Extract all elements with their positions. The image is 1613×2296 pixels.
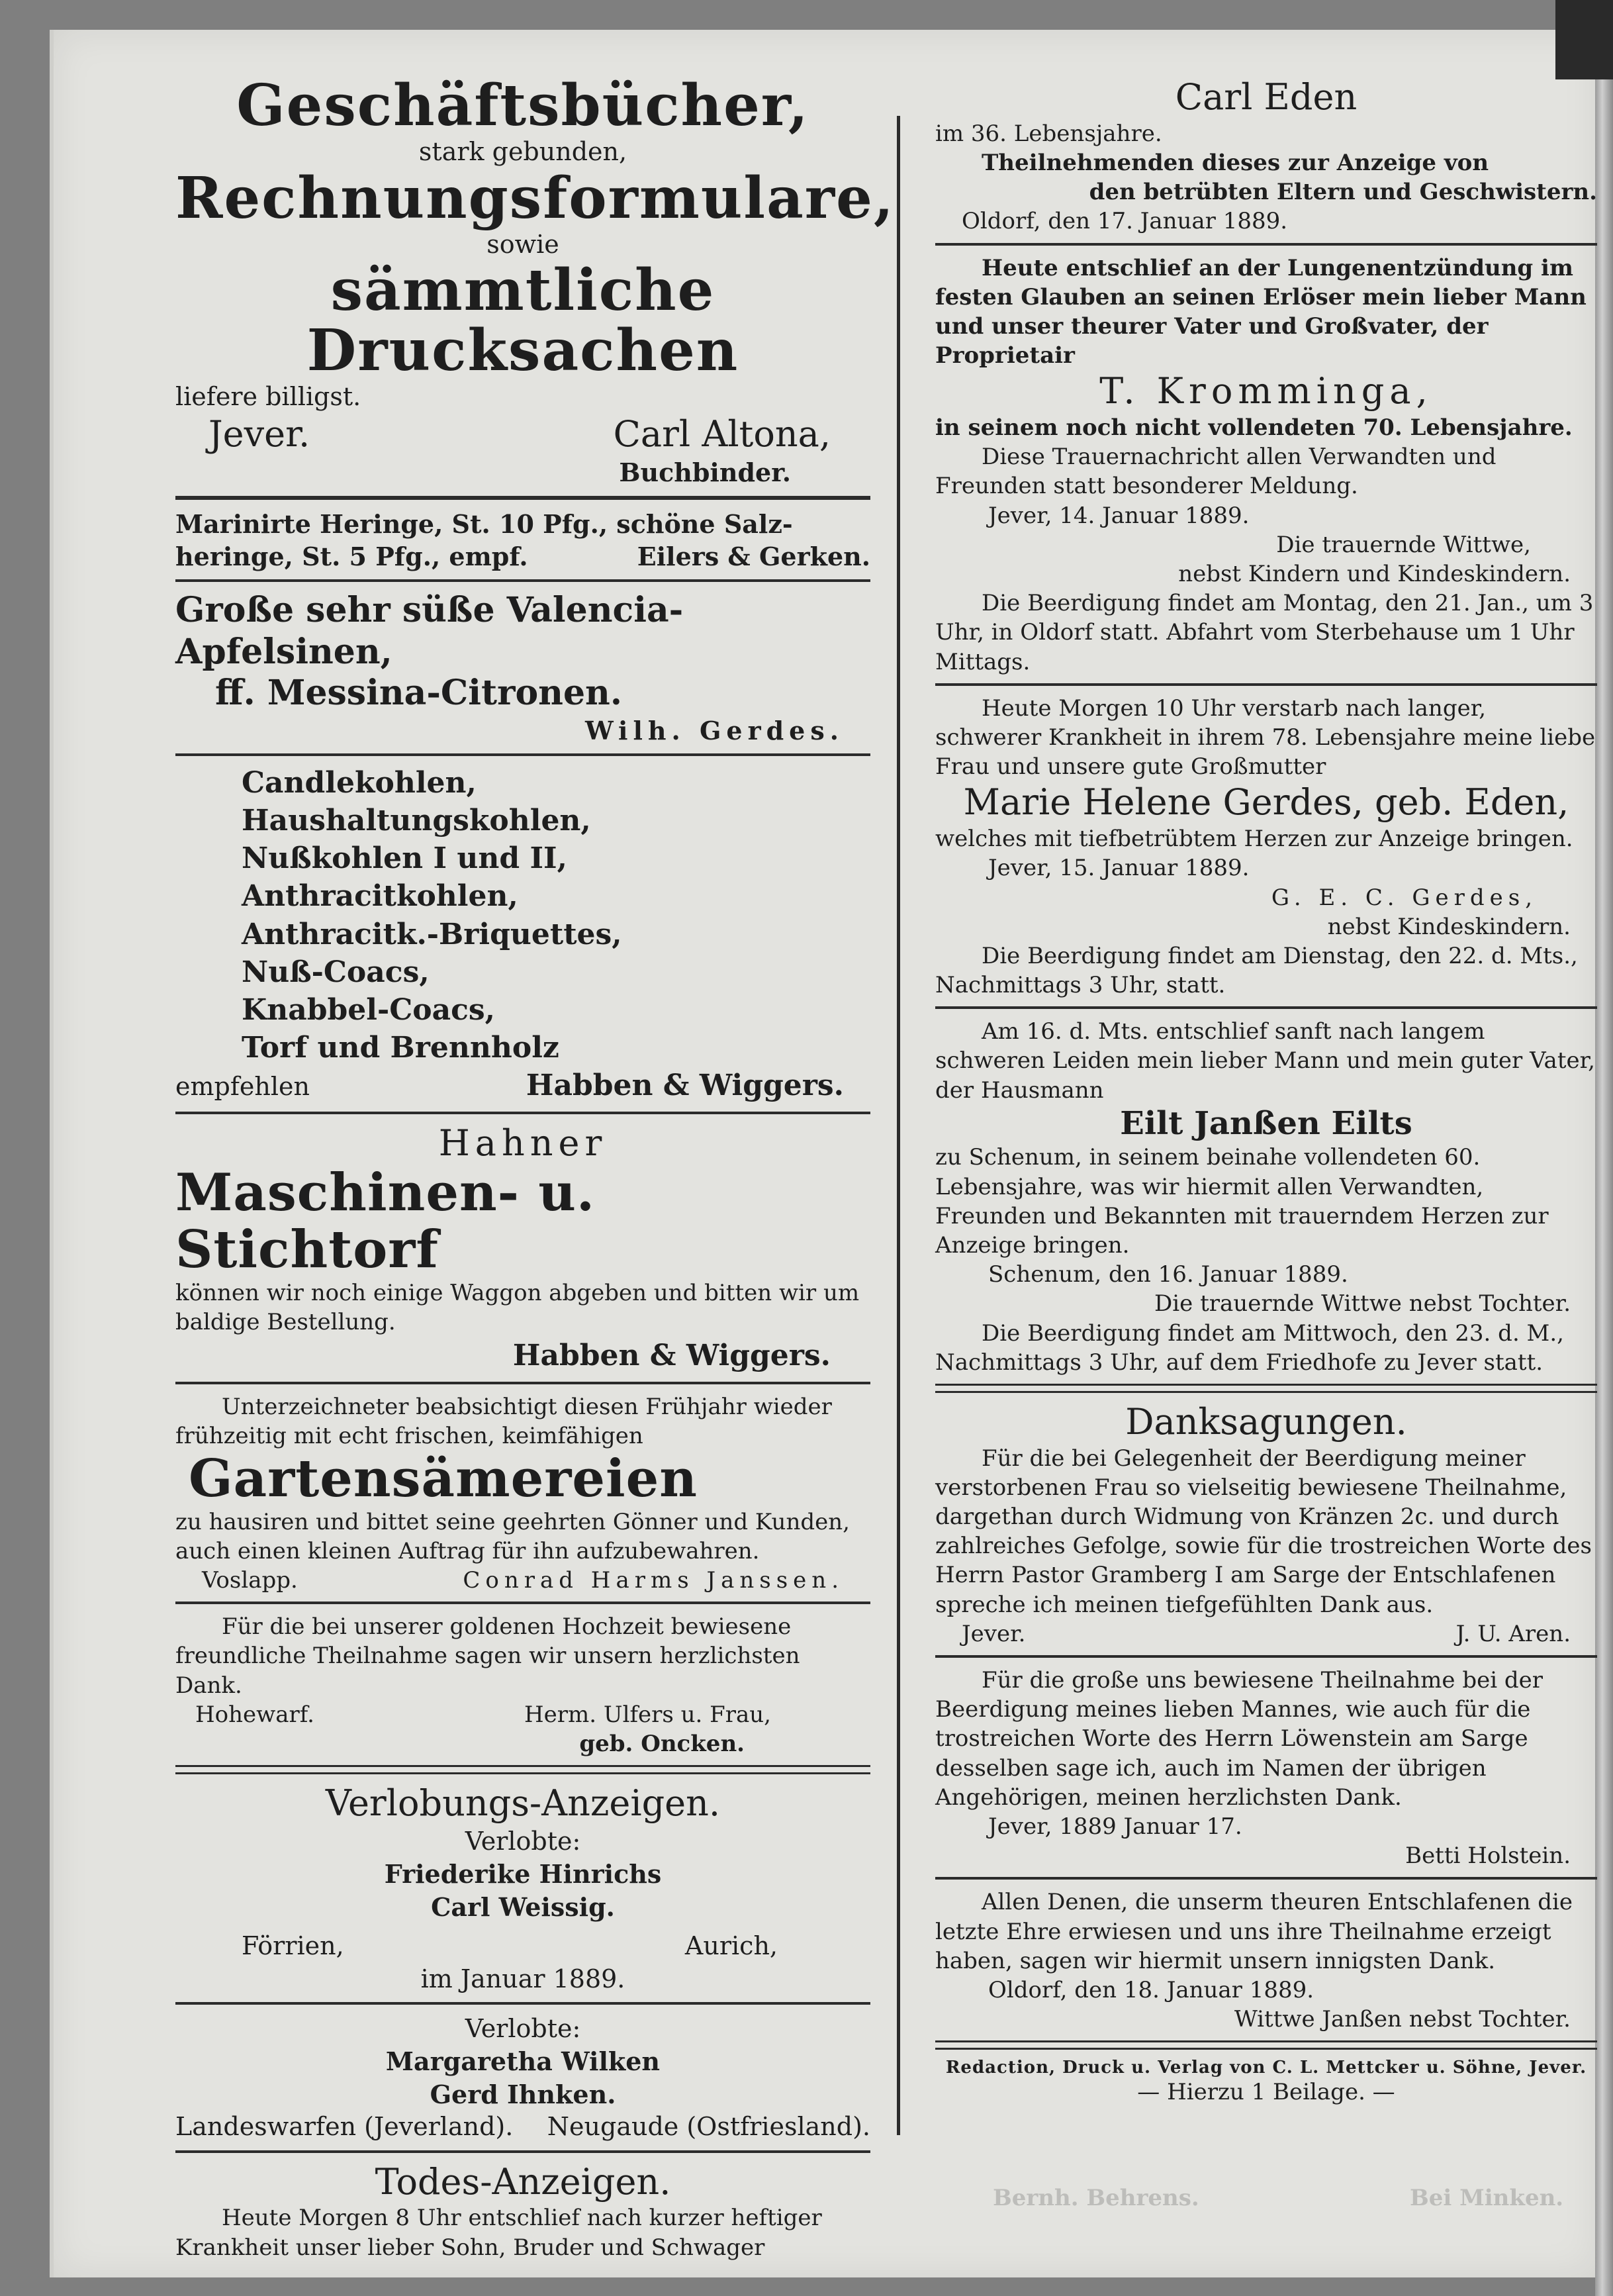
- ad-text: empfehlen: [175, 1072, 310, 1102]
- death-signer: nebst Kindeskindern.: [1327, 913, 1571, 940]
- ad-title: Hahner: [438, 1122, 608, 1164]
- engagement-name: Gerd Ihnken.: [430, 2079, 616, 2109]
- page-edge: [1595, 0, 1613, 2296]
- ad-signer: Eilers & Gerken.: [637, 541, 870, 571]
- death-notice-gerdes: [935, 694, 1597, 1000]
- thanks-signer: Wittwe Janßen nebst Tochter.: [1234, 2006, 1571, 2033]
- ad-text: zu hausiren und bittet seine geehrten Gönner und Kunden, auch einen kleinen Auftrag für ihn aufzubewahren.: [175, 1508, 850, 1564]
- engagement-name: Margaretha Wilken: [385, 2046, 661, 2077]
- separator-rule: [935, 1384, 1597, 1393]
- engagement-place: Neugaude (Ostfriesland).: [547, 2112, 870, 2142]
- ad-signer: Herm. Ulfers u. Frau,: [524, 1701, 771, 1728]
- death-dateline: Jever, 15. Januar 1889.: [988, 855, 1250, 882]
- ad-signer: Habben & Wiggers.: [526, 1069, 844, 1103]
- death-text: Heute entschlief an der Lungenentzündung im festen Glauben an seinen Erlöser mein lieber Mann und unser theurer Vater und Großvater, der Proprietair: [935, 254, 1587, 369]
- ad-text: liefere billigst.: [175, 381, 361, 411]
- death-text: Theilnehmenden dieses zur Anzeige von: [982, 149, 1489, 176]
- ad-text: Für die bei unserer goldenen Hochzeit bewiesene freundliche Theilnahme sagen wir unsern herzlichsten Dank.: [175, 1613, 800, 1699]
- ad-place: Hohewarf.: [195, 1701, 314, 1728]
- death-notice: [175, 2161, 870, 2262]
- death-signer: Die trauernde Wittwe nebst Tochter.: [1154, 1290, 1571, 1317]
- coal-item: Candlekohlen,: [242, 765, 477, 800]
- separator-rule: [175, 1765, 870, 1774]
- ad-text: können wir noch einige Waggon abgeben und bitten wir um baldige Bestellung.: [175, 1279, 860, 1336]
- ad-coal: [175, 764, 870, 1105]
- death-notice-eden: [935, 76, 1597, 236]
- coal-item: Torf und Brennholz: [242, 1031, 559, 1065]
- engagement-section: [175, 1782, 870, 2143]
- engagement-name: Carl Weissig.: [431, 1891, 615, 1922]
- separator-rule: [175, 2002, 870, 2005]
- coal-item: Knabbel-Coacs,: [242, 993, 496, 1028]
- funeral-text: Die Beerdigung findet am Dienstag, den 22. d. Mts., Nachmittags 3 Uhr, statt.: [935, 942, 1578, 999]
- thanks-signer: Betti Holstein.: [1405, 1842, 1571, 1870]
- thanks-text: Für die bei Gelegenheit der Beerdigung meiner verstorbenen Frau so vielseitig bewiesene Theilnahme, dargethan durch Widmung von Kränzen 2c. und durch zahlreiches Gefolge, sowie für die trostreichen Worte des Herrn Pastor Gramberg I am Sarge der Entschlafenen spreche ich meinen tiefgefühlten Dank aus.: [935, 1445, 1592, 1618]
- ad-text: Marinirte Heringe, St. 10 Pfg., schöne Salz-: [175, 508, 793, 539]
- engagement-label: Verlobte:: [465, 2013, 581, 2043]
- right-column: [935, 76, 1597, 2107]
- ad-signer-trade: Buchbinder.: [619, 457, 791, 488]
- death-signer: G. E. C. Gerdes,: [1271, 884, 1538, 911]
- death-dateline: Schenum, den 16. Januar 1889.: [988, 1261, 1348, 1288]
- separator-rule: [175, 579, 870, 582]
- separator-rule: [935, 1006, 1597, 1009]
- ad-headline: sämmtliche Drucksachen: [306, 257, 739, 384]
- funeral-text: Die Beerdigung findet am Montag, den 21. Jan., um 3 Uhr, in Oldorf statt. Abfahrt vom Sterbehause um 1 Uhr Mittags.: [935, 590, 1594, 675]
- death-dateline: Oldorf, den 17. Januar 1889.: [962, 208, 1288, 235]
- death-text: Heute Morgen 10 Uhr verstarb nach langer, schwerer Krankheit in ihrem 78. Lebensjahre meine liebe Frau und unsere gute Großmutter: [935, 694, 1596, 781]
- ad-text: Unterzeichneter beabsichtigt diesen Frühjahr wieder frühzeitig mit echt frischen, keimfähigen: [175, 1393, 832, 1449]
- ad-altona: [175, 72, 895, 489]
- ad-subline: stark gebunden,: [418, 137, 627, 167]
- separator-rule: [175, 1382, 870, 1384]
- ad-signer: Wilh. Gerdes.: [585, 715, 844, 745]
- separator-rule: [935, 2040, 1597, 2050]
- ad-headline: Große sehr süße Valencia-Apfelsinen,: [175, 590, 684, 672]
- ad-headline: Rechnungsformulare,: [175, 164, 895, 232]
- separator-rule: [175, 2150, 870, 2153]
- engagement-place: Aurich,: [684, 1931, 778, 1961]
- column-divider: [897, 116, 900, 2135]
- deceased-name: Eilt Janßen Eilts: [1120, 1104, 1412, 1142]
- ad-torf: [175, 1122, 870, 1375]
- ad-heringe: [175, 508, 870, 573]
- death-text: im 36. Lebensjahre.: [935, 120, 1162, 147]
- funeral-text: Die Beerdigung findet am Mittwoch, den 23. d. M., Nachmittags 3 Uhr, auf dem Friedhofe zu Jever statt.: [935, 1319, 1564, 1376]
- ad-signer: Conrad Harms Janssen.: [463, 1567, 844, 1594]
- bleed-through-text: Bei Minken.: [1410, 2185, 1564, 2211]
- separator-rule: [175, 1112, 870, 1114]
- death-signer: den betrübten Eltern und Geschwistern.: [1089, 179, 1597, 206]
- coal-item: Nuß-Coacs,: [242, 955, 430, 989]
- section-heading: Todes-Anzeigen.: [375, 2160, 671, 2203]
- ad-gerdes-fruit: [175, 590, 870, 747]
- separator-rule: [935, 1655, 1597, 1658]
- supplement-note: — Hierzu 1 Beilage. —: [1137, 2079, 1395, 2106]
- death-text: in seinem noch nicht vollendeten 70. Lebensjahre.: [935, 414, 1573, 442]
- thanks-text: Allen Denen, die unserm theuren Entschlafenen die letzte Ehre erwiesen und uns ihre Theilnahme erzeigt haben, sagen wir hiermit unsern innigsten Dank.: [935, 1889, 1573, 1974]
- death-signer: Die trauernde Wittwe,: [1276, 531, 1531, 558]
- engagement-label: Verlobte:: [465, 1827, 581, 1856]
- deceased-name: T. Kromminga,: [1099, 370, 1433, 412]
- deceased-name: Carl Eden: [1175, 76, 1358, 118]
- death-signer: nebst Kindern und Kindeskindern.: [1178, 561, 1571, 588]
- ad-signer: Carl Altona,: [613, 413, 831, 455]
- thanks-dateline: Oldorf, den 18. Januar 1889.: [988, 1976, 1314, 2003]
- thanks-signer: J. U. Aren.: [1455, 1620, 1571, 1647]
- death-notice-eilts: [935, 1017, 1597, 1377]
- left-column: [175, 72, 895, 2262]
- coal-item: Haushaltungskohlen,: [242, 804, 591, 838]
- page-edge-dark: [1555, 0, 1613, 79]
- ad-place: Voslapp.: [202, 1567, 298, 1594]
- engagement-name: Friederike Hinrichs: [384, 1859, 662, 1889]
- thanks-text: Für die große uns bewiesene Theilnahme bei der Beerdigung meines lieben Mannes, wie auch für die trostreichen Worte des Herrn Löwenstein am Sarge desselben sage ich, auch im Namen der übrigen Angehörigen, meinen herzlichsten Dank.: [935, 1667, 1544, 1811]
- separator-rule: [935, 683, 1597, 686]
- separator-rule: [175, 753, 870, 756]
- coal-item: Nußkohlen I und II,: [242, 841, 567, 876]
- death-text: zu Schenum, in seinem beinahe vollendeten 60. Lebensjahre, was wir hiermit allen Verwandten, Freunden und Bekannten mit trauerndem Herzen zur Anzeige bringen.: [935, 1144, 1549, 1259]
- death-text: Heute Morgen 8 Uhr entschlief nach kurzer heftiger Krankheit unser lieber Sohn, Bruder und Schwager: [175, 2205, 822, 2261]
- coal-item: Anthracitk.-Briquettes,: [242, 917, 622, 951]
- ad-signer: Habben & Wiggers.: [512, 1339, 831, 1373]
- ad-headline: Maschinen- u. Stichtorf: [175, 1163, 596, 1280]
- death-text: Am 16. d. Mts. entschlief sanft nach langem schweren Leiden mein lieber Mann und mein guter Vater, der Hausmann: [935, 1018, 1595, 1104]
- ad-thanks-ulfers: [175, 1612, 870, 1758]
- separator-rule: [935, 1877, 1597, 1880]
- death-text: welches mit tiefbetrübtem Herzen zur Anzeige bringen.: [935, 826, 1573, 853]
- thanks-dateline: Jever, 1889 Januar 17.: [988, 1813, 1242, 1840]
- section-heading: Verlobungs-Anzeigen.: [325, 1782, 721, 1825]
- separator-rule: [935, 243, 1597, 246]
- death-dateline: Jever, 14. Januar 1889.: [988, 502, 1250, 529]
- death-notice-kromminga: [935, 254, 1597, 677]
- ad-seeds: [175, 1392, 870, 1596]
- ad-headline: Gartensämereien: [189, 1448, 698, 1509]
- death-text: Diese Trauernachricht allen Verwandten und Freunden statt besonderer Meldung.: [935, 444, 1497, 500]
- separator-rule: [175, 1602, 870, 1604]
- engagement-date: im Januar 1889.: [420, 1964, 625, 1993]
- ad-subline: sowie: [486, 229, 559, 259]
- ad-signer: geb. Oncken.: [579, 1731, 745, 1758]
- bleed-through-text: Bernh. Behrens.: [993, 2185, 1199, 2211]
- thanks-place: Jever.: [962, 1620, 1026, 1647]
- ad-headline: ff. Messina-Citronen.: [215, 673, 622, 714]
- ad-place: Jever.: [208, 413, 310, 455]
- engagement-place: Landeswarfen (Jeverland).: [175, 2112, 514, 2142]
- separator-rule: [175, 496, 870, 500]
- coal-item: Anthracitkohlen,: [242, 879, 518, 914]
- deceased-name: Marie Helene Gerdes, geb. Eden,: [963, 781, 1569, 824]
- thanks-section: [935, 1401, 1597, 2034]
- ad-headline: Geschäftsbücher,: [236, 72, 809, 139]
- engagement-place: Förrien,: [242, 1931, 344, 1961]
- section-heading: Danksagungen.: [1125, 1400, 1407, 1443]
- imprint: Redaction, Druck u. Verlag von C. L. Mettcker u. Söhne, Jever.: [945, 2058, 1587, 2078]
- ad-text: heringe, St. 5 Pfg., empf.: [175, 541, 528, 571]
